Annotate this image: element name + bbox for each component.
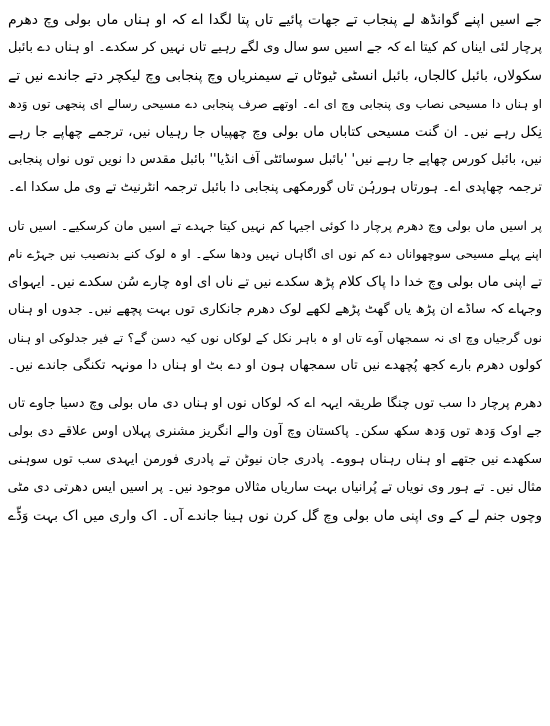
text-line: ترجمہ چھاپدی اے۔ ہورتاں ہورہُن تاں گورمکھی پنجابی دا بائبل ترجمہ انٹرنیٹ تے وی مل سکدا اے۔ bbox=[8, 180, 542, 195]
paragraph-2 bbox=[8, 212, 542, 380]
paragraph-1 bbox=[8, 6, 542, 202]
text-line: جے اوک وَدھ توں وَدھ سکھ سکن۔ پاکستان وچ آون والے انگریز مشنری پہلاں اوس علاقے دی بولی bbox=[8, 424, 542, 439]
text-line: نِکل رہے نیں۔ ان گنت مسیحی کتاباں ماں بولی وچ چھپیاں جا رہیاں نیں، ترجمے چھاپے جا رہے bbox=[8, 124, 542, 140]
text-line: مثال نیں۔ تے ہور وی نویاں تے پُرانیاں بہت ساریاں مثالاں موجود نیں۔ پر اسیں ایس دھرتی دی مٹی bbox=[8, 480, 542, 495]
text-line: سکولاں، بائبل کالجاں، بائبل انسٹی ٹیوٹاں تے سیمنریاں وچ پنجابی وچ لیکچر دتے جاندے نیں تے bbox=[8, 68, 542, 84]
text-line: وجہاے کہ ساڈے ان پڑھ یاں گھٹ پڑھے لکھے لوک دھرم جانکاری توں بہت پچھے نیں۔ جدوں او ہناں bbox=[8, 302, 542, 317]
text-line: سکھدے نیں جتھے او ہناں رہناں ہووے۔ پادری جان نیوٹن تے پادری فورمن ایہدی سب توں سوہنی bbox=[8, 452, 542, 467]
text-line: تے اپنی ماں بولی وچ خدا دا پاک کلام پڑھ سکدے نیں تے ناں ای اوہ چارے سُن سکدے نیں۔ ایہوای bbox=[8, 274, 542, 290]
text-line: جے اسیں اپنے گوانڈھ لے پنجاب تے جھات پائیے تاں پتا لگدا اے کہ او ہناں ماں بولی وچ دھرم bbox=[8, 12, 542, 28]
text-line: وچوں جنم لے کے وی اپنی ماں بولی وچ گل کرن نوں ہینا جاندے آں۔ اک واری میں اک بہت وَڈّے bbox=[8, 508, 542, 524]
text-line: پر اسیں ماں بولی وچ دھرم پرچار دا کوئی اجیہا کم نہیں کیتا جہدے تے اسیں مان کرسکیے۔ اسیں تاں bbox=[8, 218, 542, 233]
text-line: نوں گرجیاں وچ ای نہ سمجھاں آوے تاں او ہ باہر نکل کے لوکاں نوں کیہ دسن گے؟ تے فیر جدلوکی او ہناں bbox=[8, 331, 542, 345]
text-line: کولوں دھرم بارے کجھ پُچھدے نیں تاں سمجھاں ہون او دے بٹ او ہناں دا مونہہ تکنگی جاندے نیں۔ bbox=[8, 358, 542, 373]
text-line: اپنے پہلے مسیحی سوچھواناں دے کم نوں ای اگاہاں نہیں ودھا سکے۔ او ہ لوک کنے بدنصیب نیں جہڑے نام bbox=[8, 247, 542, 261]
text-line: دھرم پرچار دا سب توں چنگا طریقہ ایہہ اے کہ لوکاں نوں او ہناں دی ماں بولی وچ دسیا جاوے تاں bbox=[8, 396, 542, 411]
text-line: پرچار لئی ایناں کم کیتا اے کہ جے اسیں سو سال وی لگے رہیے تاں نہیں کر سکدے۔ او ہناں دے بائبل bbox=[8, 40, 542, 55]
text-line: او ہناں دا مسیحی نصاب وی پنجابی وچ ای اے۔ اوتھے صرف پنجابی دے مسیحی رسالے ای پنجھی توں وَدھ bbox=[8, 97, 542, 111]
text-line: نیں، بائبل کورس چھاپے جا رہے نیں' 'بائبل سوسائٹی آف انڈیا'' بائبل مقدس دا نویں توں نواں پنجابی bbox=[8, 152, 542, 167]
paragraph-3 bbox=[8, 390, 542, 530]
